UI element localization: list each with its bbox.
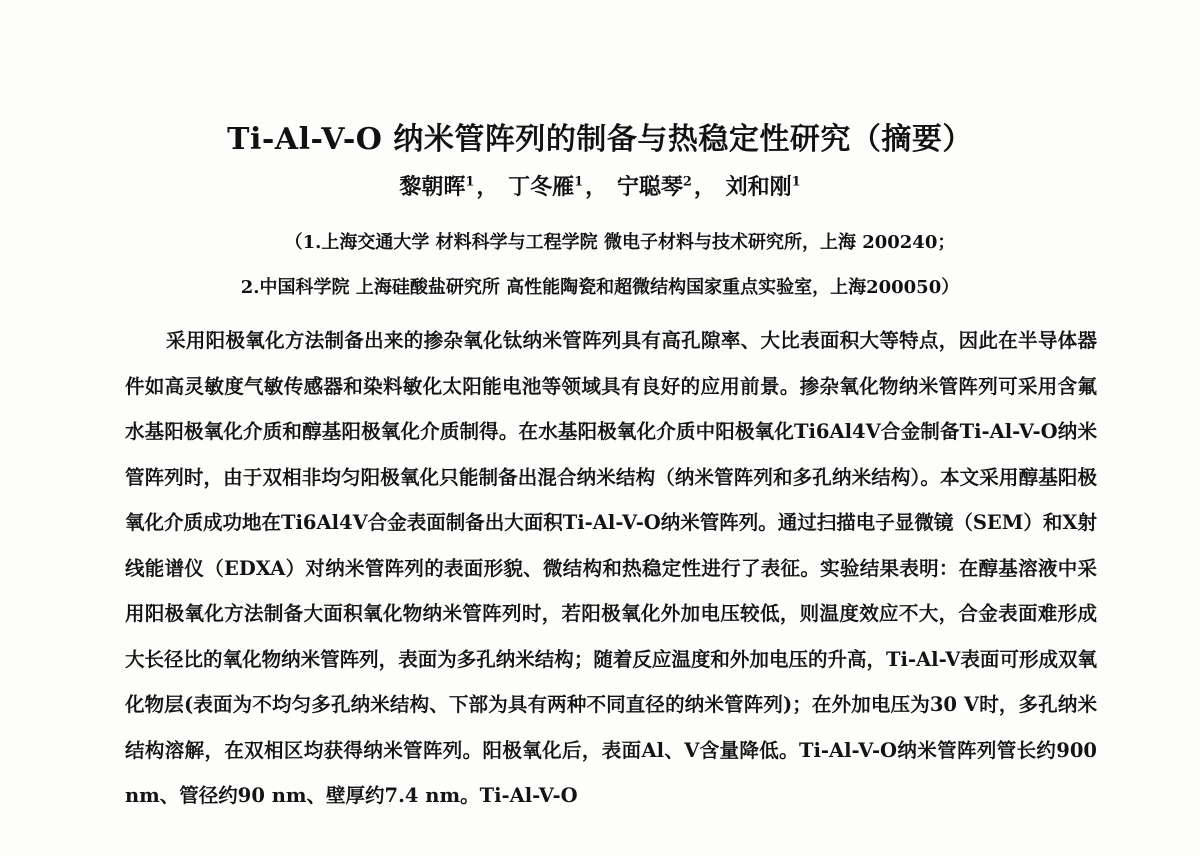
author-name: 刘和刚 [725, 174, 792, 200]
author-affiliation-mark: 1 [574, 174, 584, 190]
author-affiliation-mark: 1 [465, 174, 475, 190]
author-name: 宁聪琴 [616, 174, 683, 200]
affiliation-1: （1.上海交通大学 材料科学与工程学院 微电子材料与技术研究所，上海 200240； [284, 232, 956, 253]
author-separator: ， [585, 174, 608, 200]
author-name: 丁冬雁 [508, 174, 575, 200]
author-affiliation-mark: 1 [791, 174, 801, 190]
author-separator: ， [693, 174, 716, 200]
author-separator: ， [476, 174, 499, 200]
paper-title: Ti-Al-V-O 纳米管阵列的制备与热稳定性研究（摘要） [227, 122, 973, 157]
abstract-body [125, 318, 1097, 819]
author-name: 黎朝晖 [399, 174, 466, 200]
affiliation-2: 2.中国科学院 上海硅酸盐研究所 高性能陶瓷和超微结构国家重点实验室，上海200050） [240, 277, 960, 298]
author-list [0, 170, 1200, 201]
abstract-paragraph: 采用阳极氧化方法制备出来的掺杂氧化钛纳米管阵列具有高孔隙率、大比表面积大等特点，因此在半导体器件如高灵敏度气敏传感器和染料敏化太阳能电池等领域具有良好的应用前景。掺杂氧化物纳米管阵列可采用含氟水基阳极氧化介质和醇基阳极氧化介质制得。在水基阳极氧化介质中阳极氧化Ti6Al4V合金制备Ti-Al-V-O纳米管阵列时，由于双相非均匀阳极氧化只能制备出混合纳米结构（纳米管阵列和多孔纳米结构）。本文采用醇基阳极氧化介质成功地在Ti6Al4V合金表面制备出大面积Ti-Al-V-O纳米管阵列。通过扫描电子显微镜（SEM）和X射线能谱仪（EDXA）对纳米管阵列的表面形貌、微结构和热稳定性进行了表征。实验结果表明：在醇基溶液中采用阳极氧化方法制备大面积氧化物纳米管阵列时，若阳极氧化外加电压较低，则温度效应不大，合金表面难形成大长径比的氧化物纳米管阵列，表面为多孔纳米结构；随着反应温度和外加电压的升高，Ti-Al-V表面可形成双氧化物层(表面为不均匀多孔纳米结构、下部为具有两种不同直径的纳米管阵列)；在外加电压为30 V时，多孔纳米结构溶解，在双相区均获得纳米管阵列。阳极氧化后，表面Al、V含量降低。Ti-Al-V-O纳米管阵列管长约900 nm、管径约90 nm、壁厚约7.4 nm。Ti-Al-V-O [125, 329, 1097, 807]
author-affiliation-mark: 2 [682, 174, 692, 190]
